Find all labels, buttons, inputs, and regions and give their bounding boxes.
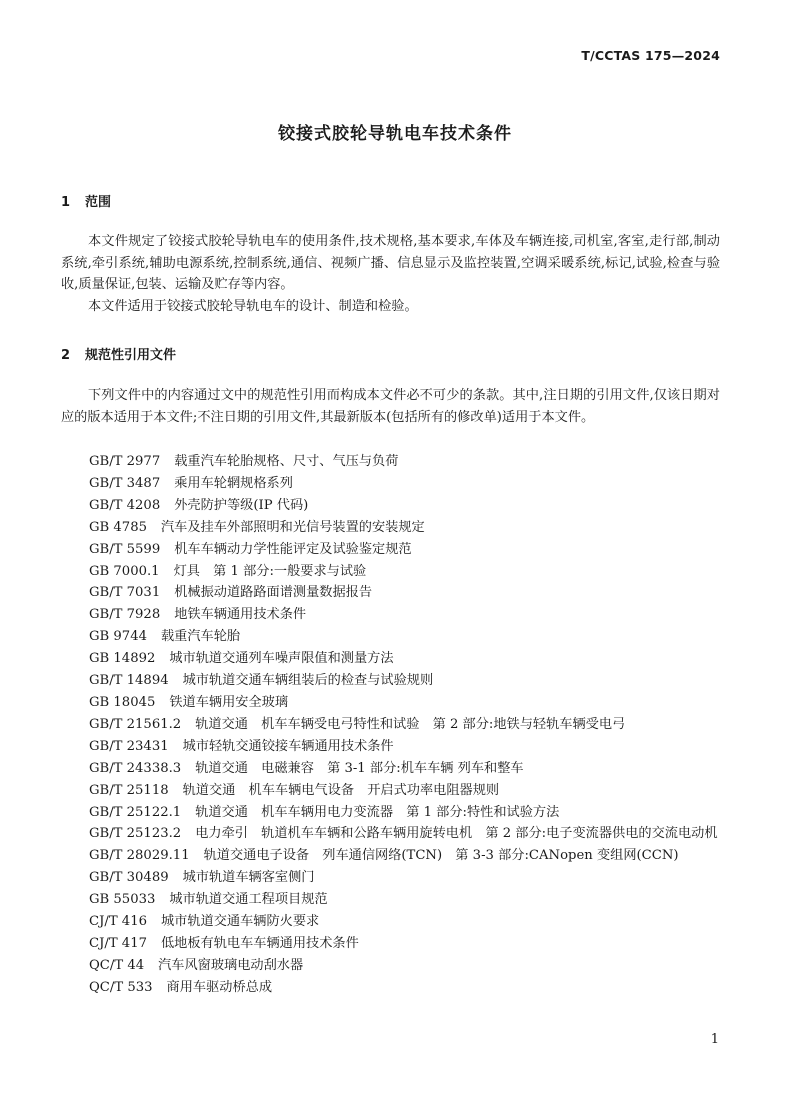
- reference-code: GB/T 21561.2: [89, 716, 182, 732]
- reference-title: 城市轨道交通列车噪声限值和测量方法: [169, 651, 394, 667]
- reference-title: 轨道交通电子设备 列车通信网络(TCN) 第 3-3 部分:CANopen 变组网(CCN): [203, 848, 679, 864]
- reference-item: [61, 933, 723, 955]
- reference-item: [61, 451, 723, 473]
- reference-title: 汽车及挂车外部照明和光信号装置的安装规定: [160, 519, 425, 535]
- reference-item: [61, 626, 723, 648]
- reference-item: [61, 867, 723, 889]
- reference-item: [61, 802, 723, 824]
- reference-code: CJ/T 417: [89, 935, 147, 951]
- section-number: 1: [61, 195, 71, 210]
- reference-title: 载重汽车轮胎规格、尺寸、气压与负荷: [174, 454, 399, 469]
- reference-item: [61, 495, 723, 517]
- reference-title: 地铁车辆通用技术条件: [174, 607, 307, 623]
- section-title: 规范性引用文件: [85, 348, 177, 363]
- reference-code: GB/T 2977: [89, 454, 161, 469]
- reference-title: 轨道交通 机车车辆电气设备 开启式功率电阻器规则: [182, 782, 500, 798]
- reference-item: [61, 714, 723, 736]
- reference-code: GB/T 5599: [89, 541, 161, 557]
- reference-code: GB/T 7031: [89, 585, 161, 601]
- reference-code: GB/T 24338.3: [89, 760, 182, 776]
- reference-item: [61, 604, 723, 626]
- reference-code: GB/T 30489: [89, 870, 169, 886]
- reference-list: [61, 451, 723, 999]
- reference-item: [61, 473, 723, 495]
- reference-code: GB/T 4208: [89, 497, 161, 513]
- scope-paragraph: 本文件规定了铰接式胶轮导轨电车的使用条件,技术规格,基本要求,车体及车辆连接,司机室,客室,走行部,制动系统,牵引系统,辅助电源系统,控制系统,通信、视频广播、信息显示及监控装置,空调采暖系统,标记,试验,检查与验收,质量保证,包装、运输及贮存等内容。: [61, 234, 720, 292]
- section-title: 范围: [85, 195, 112, 210]
- reference-title: 乘用车轮辋规格系列: [174, 475, 293, 491]
- reference-code: GB/T 7928: [89, 607, 161, 623]
- section-number: 2: [61, 348, 71, 363]
- reference-item: [61, 539, 723, 561]
- reference-code: GB/T 25123.2: [89, 826, 182, 842]
- reference-code: GB 4785: [89, 519, 147, 535]
- reference-title: 灯具 第 1 部分:一般要求与试验: [173, 563, 367, 579]
- reference-code: GB 9744: [89, 629, 147, 645]
- reference-item: [61, 955, 723, 977]
- reference-title: 商用车驱动桥总成: [166, 979, 273, 995]
- reference-item: [61, 582, 723, 604]
- reference-item: [61, 692, 723, 714]
- reference-code: GB/T 25122.1: [89, 804, 182, 820]
- reference-title: 轨道交通 机车车辆用电力变流器 第 1 部分:特性和试验方法: [195, 804, 560, 820]
- reference-code: GB 18045: [89, 694, 156, 710]
- reference-title: 城市轨道交通车辆组装后的检查与试验规则: [182, 673, 434, 689]
- document-title: 铰接式胶轮导轨电车技术条件: [278, 124, 512, 144]
- reference-code: GB/T 23431: [89, 738, 169, 754]
- reference-item: [61, 911, 723, 933]
- reference-code: GB 55033: [89, 892, 156, 908]
- reference-item: [61, 648, 723, 670]
- reference-code: GB/T 14894: [89, 673, 169, 689]
- reference-title: 载重汽车轮胎: [160, 629, 241, 645]
- reference-title: 城市轨道交通车辆防火要求: [160, 914, 320, 930]
- section-heading-scope: [61, 191, 111, 210]
- reference-item: [61, 889, 723, 911]
- reference-title: 轨道交通 电磁兼容 第 3-1 部分:机车车辆 列车和整车: [195, 760, 524, 776]
- reference-title: 城市轻轨交通铰接车辆通用技术条件: [182, 738, 394, 754]
- scope-applicability-paragraph: 本文件适用于铰接式胶轮导轨电车的设计、制造和检验。: [88, 299, 418, 314]
- reference-item: [61, 561, 723, 583]
- reference-item: [61, 845, 723, 867]
- reference-title: 城市轨道交通工程项目规范: [169, 892, 328, 908]
- reference-item: [61, 517, 723, 539]
- reference-title: 机械振动道路路面谱测量数据报告: [174, 585, 373, 601]
- standard-code: T/CCTAS 175—2024: [581, 48, 720, 63]
- reference-title: 电力牵引 轨道机车车辆和公路车辆用旋转电机 第 2 部分:电子变流器供电的交流电动机: [195, 826, 718, 842]
- reference-item: [61, 736, 723, 758]
- reference-code: GB/T 28029.11: [89, 848, 190, 864]
- reference-code: GB 7000.1: [89, 563, 160, 579]
- reference-item: [61, 670, 723, 692]
- reference-code: QC/T 44: [89, 957, 145, 973]
- reference-item: [61, 780, 723, 802]
- reference-code: CJ/T 416: [89, 914, 147, 930]
- section-heading-normative-references: [61, 344, 176, 363]
- page-number: 1: [710, 1032, 719, 1047]
- references-intro-paragraph: 下列文件中的内容通过文中的规范性引用而构成本文件必不可少的条款。其中,注日期的引用文件,仅该日期对应的版本适用于本文件;不注日期的引用文件,其最新版本(包括所有的修改单)适用于本文件。: [61, 388, 720, 425]
- reference-code: GB 14892: [89, 651, 156, 667]
- reference-code: GB/T 25118: [89, 782, 169, 798]
- reference-title: 铁道车辆用安全玻璃: [169, 694, 289, 710]
- reference-code: QC/T 533: [89, 979, 153, 995]
- reference-title: 城市轨道车辆客室侧门: [182, 870, 315, 886]
- reference-title: 轨道交通 机车车辆受电弓特性和试验 第 2 部分:地铁与轻轨车辆受电弓: [195, 716, 626, 732]
- reference-title: 外壳防护等级(IP 代码): [174, 497, 309, 513]
- reference-item: [61, 823, 723, 845]
- reference-title: 机车车辆动力学性能评定及试验鉴定规范: [174, 541, 412, 557]
- reference-code: GB/T 3487: [89, 475, 161, 491]
- reference-item: [61, 977, 723, 999]
- reference-item: [61, 758, 723, 780]
- reference-title: 低地板有轨电车车辆通用技术条件: [160, 935, 359, 951]
- reference-title: 汽车风窗玻璃电动刮水器: [158, 957, 304, 973]
